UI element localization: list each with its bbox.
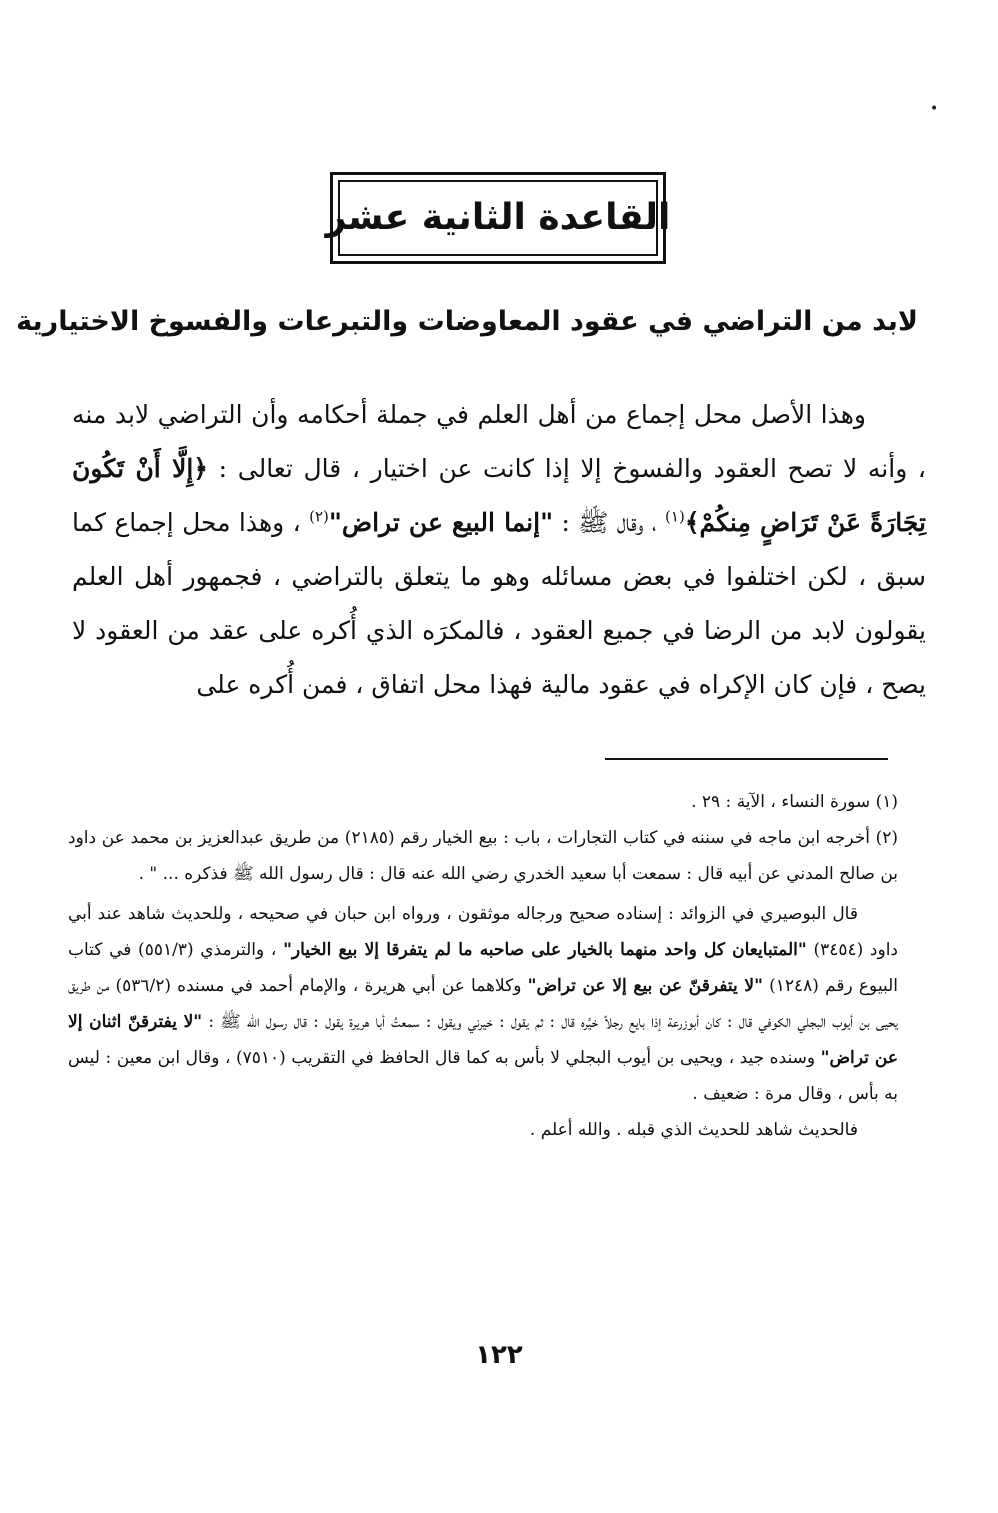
footnote-commentary xyxy=(68,896,898,1112)
footnote-1: (١) سورة النساء ، الآية : ٢٩ . xyxy=(691,792,898,812)
hadith-text-tirmidhi: "لا يتفرقنّ عن بيع إلا عن تراض" xyxy=(527,976,763,996)
footnote-separator xyxy=(605,758,888,760)
footnote-marker-1[interactable]: (١) xyxy=(665,507,685,526)
hadith-text-ahmad: "لا يفترقنّ اثنان إلا عن تراض" xyxy=(68,1012,898,1068)
page-number: ١٢٢ xyxy=(475,1340,523,1370)
main-text xyxy=(72,388,926,712)
hadith-quote: "إنما البيع عن تراض" xyxy=(328,508,554,537)
page-title: القاعدة الثانية عشر xyxy=(325,197,671,238)
commentary-part-a: قال البوصيري في الزوائد : إسناده صحيح ورجاله موثقون ، ورواه ابن حبان في صحيحه ، وللحديث شاهد عند أبي داود (٣٤٥٤) xyxy=(68,904,898,960)
commentary-part-g: وسنده جيد ، ويحيى بن أيوب البجلي لا بأس به كما قال الحافظ في التقريب (٧٥١٠) ، وقال ابن معين : ليس به بأس ، وقال مرة : ضعيف . xyxy=(68,1048,898,1104)
title-inner-frame xyxy=(325,180,671,256)
paragraph-part-3: ، وهذا محل إجماع كما سبق ، لكن اختلفوا في بعض مسائله وهو ما يتعلق بالتراضي ، فجمهور أهل العلم يقولون لابد من الرضا في جميع العقود ، فالمكرَه الذي أُكره على عقد من العقود لا يصح ، فإن كان الإكراه في عقود مالية فهذا محل اتفاق ، فمن أُكره على xyxy=(72,508,926,699)
rule-subtitle: لابد من التراضي في عقود المعاوضات والتبرعات والفسوخ الاختيارية xyxy=(16,306,918,337)
paragraph-part-1: وهذا الأصل محل إجماع من أهل العلم في جملة أحكامه وأن التراضي لابد منه ، وأنه لا تصح العقود والفسوخ إلا إذا كانت عن اختيار ، قال تعالى : xyxy=(72,400,926,483)
footnote-2: (٢) أخرجه ابن ماجه في سننه في كتاب التجارات ، باب : بيع الخيار رقم (٢١٨٥) من طريق عبدالعزيز بن محمد عن داود بن صالح المدني عن أبيه قال : سمعت أبا سعيد الخدري رضي الله عنه قال : قال رسول الله ﷺ فذكره ... " . xyxy=(68,828,899,884)
main-paragraph xyxy=(72,388,926,712)
footnote-marker-2[interactable]: (٢) xyxy=(309,507,329,526)
footnotes xyxy=(68,784,898,1148)
title-frame xyxy=(325,172,671,264)
footnote-closing: فالحديث شاهد للحديث الذي قبله . والله أعلم . xyxy=(529,1120,858,1140)
margin-mark: • xyxy=(930,101,939,117)
commentary-part-c: ، والترمذي (٥٥١/٣) في كتاب البيوع رقم (١٢٤٨) xyxy=(68,940,898,996)
commentary-part-e: وكلاهما عن أبي هريرة ، والإمام أحمد في مسنده (٥٣٦/٢) من طريق يحيى بن أيوب البجلي الكوفي قال : كان أبوزرعة إذا بايع رجلاً خيَّره قال : ثم يقول : خيرني ويقول : سمعتُ أبا هريرة يقول : قال رسول الله ﷺ : xyxy=(68,976,898,1032)
hadith-text-abu-dawud: "المتبايعان كل واحد منهما بالخيار على صاحبه ما لم يتفرقا إلا بيع الخيار" xyxy=(283,940,807,960)
quran-verse: ﴿إِلَّا أَنْ تَكُونَ تِجَارَةً عَنْ تَرَاضٍ مِنكُمْ﴾ xyxy=(72,454,926,537)
paragraph-part-2: ، وقال ﷺ : xyxy=(553,508,666,537)
